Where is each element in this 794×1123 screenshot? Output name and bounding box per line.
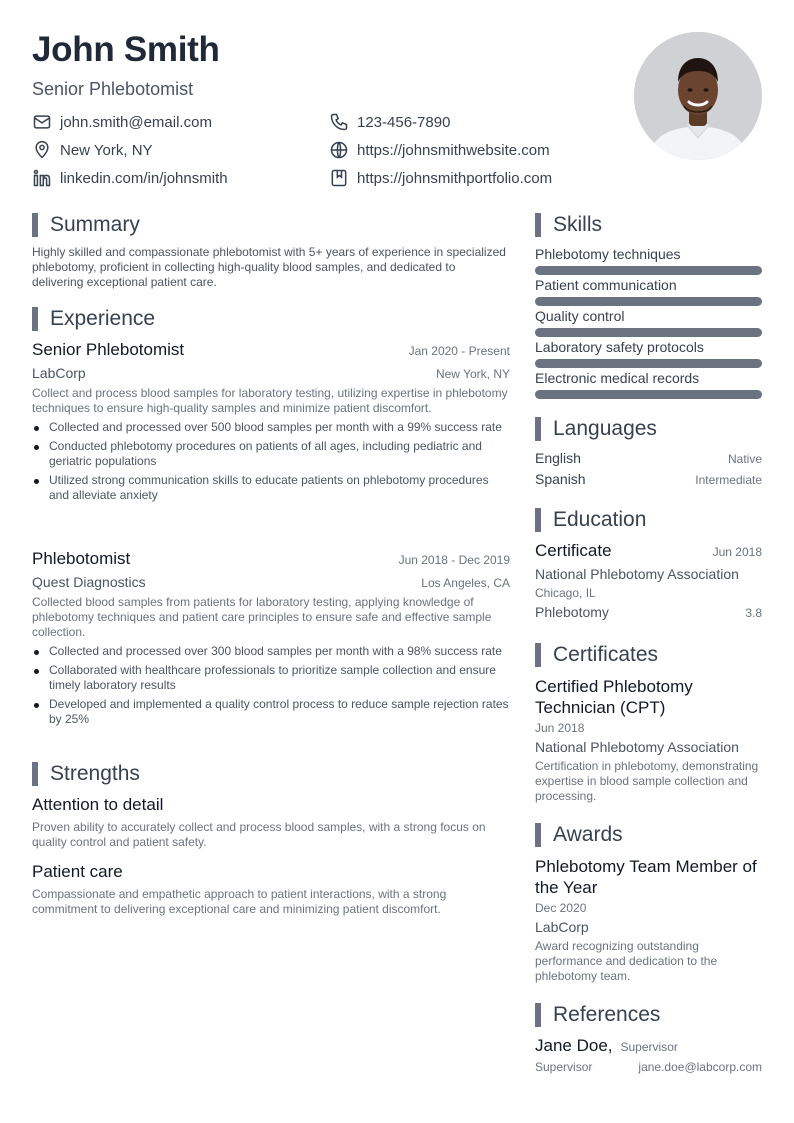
certificate-title: Certified Phlebotomy Technician (CPT)	[535, 677, 693, 717]
contact-portfolio[interactable]	[329, 168, 552, 188]
job-bullet: Conducted phlebotomy procedures on patients of all ages, including pediatric and geriatric populations	[32, 439, 510, 469]
certificate-date: Jun 2018	[535, 721, 585, 735]
skill-item	[535, 339, 762, 370]
education-school: National Phlebotomy Association	[535, 566, 739, 582]
language-level: Native	[727, 452, 762, 466]
job-company: LabCorp	[32, 365, 86, 381]
skill-bar	[535, 390, 762, 399]
skill-bar	[535, 359, 762, 368]
summary-heading	[32, 212, 140, 238]
job-bullet: Utilized strong communication skills to educate patients on phlebotomy procedures and alleviate anxiety	[32, 473, 510, 503]
skill-name: Patient communication	[535, 277, 677, 293]
award-date: Dec 2020	[535, 901, 587, 915]
job-bullet: Collected and processed over 300 blood samples per month with a 98% success rate	[32, 644, 510, 659]
awards-heading	[535, 822, 623, 848]
strength-text: Proven ability to accurately collect and process blood samples, with a strong focus on quality control and patient safety.	[32, 820, 486, 849]
education-degree: Certificate	[535, 541, 612, 560]
summary-text: Highly skilled and compassionate phlebotomist with 5+ years of experience in specialized phlebotomy, proficient in collecting high-quality blood samples, and dedicated to delivering exceptional patient care.	[32, 245, 506, 289]
job-entry	[32, 340, 510, 507]
languages-heading	[535, 416, 657, 442]
education-date: Jun 2018	[712, 545, 762, 559]
certificate-text: Certification in phlebotomy, demonstrating expertise in blood sample collection and processing.	[535, 759, 759, 803]
summary-heading-text: Summary	[50, 213, 140, 236]
job-dates: Jan 2020 - Present	[408, 344, 510, 358]
skill-item	[535, 308, 762, 339]
strength-title: Patient care	[32, 862, 123, 881]
language-level: Intermediate	[695, 473, 762, 487]
map-pin-icon	[32, 140, 52, 160]
job-bullet: Collected and processed over 500 blood samples per month with a 99% success rate	[32, 420, 510, 435]
heading-bar	[535, 823, 541, 847]
job-location: Los Angeles, CA	[421, 576, 510, 590]
experience-heading	[32, 306, 155, 332]
location-text: New York, NY	[60, 141, 153, 159]
portfolio-text: https://johnsmithportfolio.com	[357, 169, 553, 187]
job-location: New York, NY	[435, 367, 510, 381]
job-dates: Jun 2018 - Dec 2019	[398, 553, 510, 567]
candidate-title: Senior Phlebotomist	[32, 79, 194, 99]
linkedin-icon	[32, 168, 52, 188]
reference-email[interactable]: jane.doe@labcorp.com	[638, 1060, 762, 1074]
website-text: https://johnsmithwebsite.com	[357, 141, 550, 159]
contact-linkedin[interactable]	[32, 168, 228, 188]
phone-icon	[329, 112, 349, 132]
heading-bar	[535, 417, 541, 441]
heading-bar	[32, 762, 38, 786]
skills-heading-text: Skills	[553, 213, 603, 236]
skill-item	[535, 246, 762, 277]
language-item	[535, 471, 762, 492]
heading-bar	[535, 643, 541, 667]
skill-name: Electronic medical records	[535, 370, 700, 386]
contact-website[interactable]	[329, 140, 550, 160]
job-entry	[32, 549, 510, 731]
heading-bar	[535, 213, 541, 237]
strengths-heading	[32, 761, 140, 787]
strength-item	[32, 862, 510, 917]
skill-bar	[535, 328, 762, 337]
certificate-issuer: National Phlebotomy Association	[535, 739, 739, 755]
globe-icon	[329, 140, 349, 160]
strength-item	[32, 795, 510, 850]
language-name: Spanish	[535, 471, 586, 487]
certificates-heading-text: Certificates	[553, 643, 659, 666]
certificates-heading	[535, 642, 658, 668]
strength-text: Compassionate and empathetic approach to patient interactions, with a strong commitment to delivering exceptional care and minimizing patient discomfort.	[32, 887, 447, 916]
skill-bar	[535, 297, 762, 306]
job-description: Collect and process blood samples for laboratory testing, utilizing expertise in phlebotomy techniques to ensure high-quality samples and minimize patient discomfort.	[32, 386, 508, 415]
reference-name: Jane Doe,	[535, 1036, 613, 1055]
job-title: Senior Phlebotomist	[32, 340, 185, 359]
education-heading	[535, 507, 646, 533]
job-bullet: Collaborated with healthcare professionals to prioritize sample collection and ensure timely laboratory results	[32, 663, 510, 693]
experience-heading-text: Experience	[50, 307, 156, 330]
portrait-image	[634, 32, 762, 160]
job-title: Phlebotomist	[32, 549, 131, 568]
email-text: john.smith@email.com	[60, 113, 212, 131]
contact-email[interactable]	[32, 112, 212, 132]
award-text: Award recognizing outstanding performance and dedication to the phlebotomy team.	[535, 939, 718, 983]
heading-bar	[32, 307, 38, 331]
contact-location	[32, 140, 153, 160]
mail-icon	[32, 112, 52, 132]
skills-list	[535, 246, 762, 401]
heading-bar	[32, 213, 38, 237]
profile-photo	[634, 32, 762, 160]
heading-bar	[535, 508, 541, 532]
languages-list	[535, 450, 762, 492]
skills-heading	[535, 212, 602, 238]
education-location: Chicago, IL	[535, 586, 596, 600]
job-bullets	[32, 644, 510, 727]
job-bullet: Developed and implemented a quality control process to reduce sample rejection rates by 25%	[32, 697, 510, 727]
job-description: Collected blood samples from patients for laboratory testing, applying knowledge of phlebotomy techniques and patient care principles to ensure safe and effective sample collection.	[32, 595, 492, 639]
skill-item	[535, 277, 762, 308]
skill-name: Laboratory safety protocols	[535, 339, 704, 355]
skill-item	[535, 370, 762, 401]
education-field: Phlebotomy	[535, 604, 609, 620]
strengths-heading-text: Strengths	[50, 762, 140, 785]
reference-role: Supervisor	[535, 1060, 593, 1074]
references-heading	[535, 1002, 660, 1028]
job-company: Quest Diagnostics	[32, 574, 146, 590]
awards-heading-text: Awards	[553, 823, 623, 846]
education-heading-text: Education	[553, 508, 647, 531]
bookmark-icon	[329, 168, 349, 188]
job-bullets	[32, 420, 510, 503]
languages-heading-text: Languages	[553, 417, 657, 440]
candidate-name: John Smith	[32, 30, 220, 69]
skill-bar	[535, 266, 762, 275]
reference-role-top: Supervisor	[620, 1040, 678, 1054]
language-item	[535, 450, 762, 471]
strength-title: Attention to detail	[32, 795, 164, 814]
references-heading-text: References	[553, 1003, 661, 1026]
skill-name: Phlebotomy techniques	[535, 246, 681, 262]
language-name: English	[535, 450, 581, 466]
skill-name: Quality control	[535, 308, 625, 324]
phone-text: 123-456-7890	[357, 113, 451, 131]
award-issuer: LabCorp	[535, 919, 589, 935]
certificate-entry	[535, 676, 762, 804]
education-entry	[535, 541, 762, 620]
award-title: Phlebotomy Team Member of the Year	[535, 857, 757, 897]
education-gpa: 3.8	[745, 606, 762, 620]
linkedin-text: linkedin.com/in/johnsmith	[60, 169, 228, 187]
reference-entry	[535, 1036, 762, 1074]
contact-phone[interactable]	[329, 112, 450, 132]
award-entry	[535, 856, 762, 984]
heading-bar	[535, 1003, 541, 1027]
